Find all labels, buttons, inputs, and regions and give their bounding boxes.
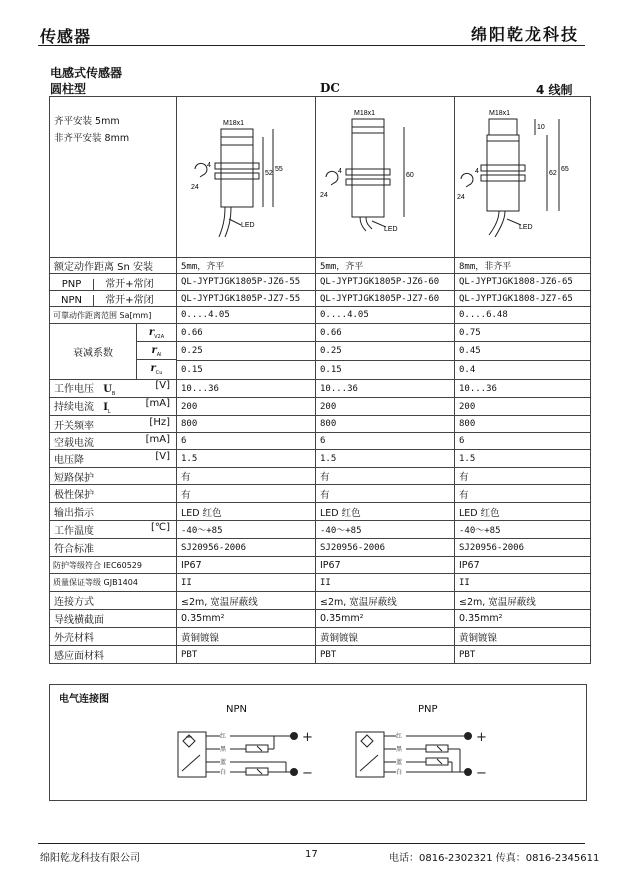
drawing-3-led: LED <box>519 224 533 231</box>
drawing-3-dim-b: 62 <box>549 170 557 177</box>
row-value: -40～+85 <box>177 521 316 539</box>
row-value: ≤2m, 宽温屏蔽线 <box>455 592 591 610</box>
row-value: 0....4.05 <box>316 307 455 324</box>
model-number: QL-JYPTJGK1805P-JZ6-60 <box>316 274 455 291</box>
row-short <box>50 468 591 485</box>
row-decay-1 <box>50 324 591 342</box>
row-label: 输出指示 <box>50 503 177 521</box>
row-value: 200 <box>316 398 455 416</box>
row-value: 0.4 <box>455 360 591 379</box>
model-number: QL-JYPTJGK1805P-JZ6-55 <box>177 274 316 291</box>
row-value: 800 <box>316 416 455 433</box>
row-value: 6 <box>316 433 455 450</box>
row-value: 200 <box>177 398 316 416</box>
row-value: 8mm，非齐平 <box>455 258 591 274</box>
drawing-cell-1 <box>177 97 316 258</box>
row-value: IP67 <box>177 557 316 574</box>
row-value: SJ20956-2006 <box>177 539 316 557</box>
row-value: SJ20956-2006 <box>316 539 455 557</box>
page-number: 17 <box>305 849 318 860</box>
row-temp <box>50 521 591 539</box>
row-value: II <box>455 574 591 592</box>
row-label: 感应面材料 <box>50 646 177 664</box>
drawing-1-dim-a: 52 <box>265 170 273 177</box>
row-label: 导线横截面 <box>50 610 177 628</box>
npn-plus: + <box>302 730 313 745</box>
drawing-1-pin: 4 <box>207 162 211 169</box>
npn-minus: − <box>302 766 313 781</box>
row-value: II <box>177 574 316 592</box>
row-value: 黄铜镀镍 <box>177 628 316 646</box>
row-value: 6 <box>455 433 591 450</box>
row-value: IP67 <box>316 557 455 574</box>
row-value: 0....6.48 <box>455 307 591 324</box>
row-wire <box>50 610 591 628</box>
drawing-3-thread: M18x1 <box>489 110 511 117</box>
row-value: 5mm，齐平 <box>177 258 316 274</box>
drawing-1-nut: 24 <box>191 184 199 191</box>
row-value: 有 <box>177 468 316 485</box>
row-value: 0.35mm² <box>455 610 591 628</box>
dc-label: DC <box>320 81 340 95</box>
row-quality <box>50 574 591 592</box>
sensor-drawing-55 <box>177 97 315 254</box>
row-value: 10...36 <box>177 380 316 398</box>
row-label: 开关频率 [Hz] <box>50 416 177 433</box>
drawing-1-led: LED <box>241 222 255 229</box>
npn-title: NPN <box>226 704 247 715</box>
mount-info <box>50 97 177 258</box>
drawing-row <box>50 97 591 258</box>
row-label: 极性保护 <box>50 485 177 503</box>
row-label: 工作电压 $U_B$ [V] <box>50 380 177 398</box>
row-value: 0.66 <box>316 324 455 342</box>
row-value: LED 红色 <box>316 503 455 521</box>
row-value: 800 <box>177 416 316 433</box>
pnp-plus: + <box>476 730 487 745</box>
electrical-title: 电气连接图 <box>59 694 109 705</box>
row-value: 0.15 <box>316 360 455 379</box>
drawing-3-pin: 4 <box>475 168 479 175</box>
spec-table <box>49 96 591 664</box>
row-value: 1.5 <box>316 450 455 468</box>
drawing-3-dim-a: 10 <box>537 124 545 131</box>
row-label: 空载电流 [mA] <box>50 433 177 450</box>
row-label: 质量保证等级 GJB1404 <box>50 574 177 592</box>
row-label <box>50 291 177 307</box>
footer-rule <box>38 843 585 844</box>
row-freq <box>50 416 591 433</box>
row-noload <box>50 433 591 450</box>
row-npn <box>50 291 591 307</box>
mount-flush: 齐平安装 5mm <box>54 116 120 127</box>
decay-label-cell <box>50 324 177 380</box>
row-label: 工作温度 [℃] <box>50 521 177 539</box>
row-value: 1.5 <box>177 450 316 468</box>
header-company: 绵阳乾龙科技 <box>470 25 579 44</box>
drawing-2-led: LED <box>384 226 398 233</box>
row-value: PBT <box>316 646 455 664</box>
pnp-minus: − <box>476 766 487 781</box>
mount-nonflush: 非齐平安装 8mm <box>54 133 130 144</box>
row-value: 0.25 <box>177 342 316 360</box>
output-type: PNP <box>50 279 94 290</box>
coef-al: $r_{Al}$ <box>137 342 176 360</box>
row-value: 0.35mm² <box>316 610 455 628</box>
drawing-2-pin: 4 <box>338 168 342 175</box>
row-label <box>50 274 177 291</box>
model-number: QL-JYPTJGK1805P-JZ7-60 <box>316 291 455 307</box>
drawing-cell-2 <box>316 97 455 258</box>
row-label: 持续电流 $I_L$ [mA] <box>50 398 177 416</box>
row-value: IP67 <box>455 557 591 574</box>
npn-wire-black: 黑 <box>220 746 227 753</box>
npn-wire-white: 白 <box>220 769 227 776</box>
row-value: PBT <box>177 646 316 664</box>
row-label: 外壳材料 <box>50 628 177 646</box>
contact-type: 常开+常闭 <box>105 295 154 306</box>
wiring-diagrams <box>50 685 586 800</box>
row-value: 0.15 <box>177 360 316 379</box>
row-value: LED 红色 <box>177 503 316 521</box>
row-label: 短路保护 <box>50 468 177 485</box>
row-label: 符合标准 <box>50 539 177 557</box>
row-label: 可靠动作距离范围 Sa[mm] <box>50 307 177 324</box>
row-connect <box>50 592 591 610</box>
row-value: 有 <box>455 468 591 485</box>
row-value: 200 <box>455 398 591 416</box>
pnp-wire-blue: 蓝 <box>396 759 403 766</box>
row-value: -40～+85 <box>455 521 591 539</box>
row-value: -40～+85 <box>316 521 455 539</box>
row-value: ≤2m, 宽温屏蔽线 <box>316 592 455 610</box>
footer-contact: 电话：0816-2302321 传真：0816-2345611 <box>389 853 600 864</box>
row-value: 0.25 <box>316 342 455 360</box>
row-value: SJ20956-2006 <box>455 539 591 557</box>
pnp-title: PNP <box>418 704 438 715</box>
row-value: 黄铜镀镍 <box>316 628 455 646</box>
row-value: II <box>316 574 455 592</box>
row-value: PBT <box>455 646 591 664</box>
row-value: 有 <box>177 485 316 503</box>
drawing-2-dim: 60 <box>406 172 414 179</box>
output-type: NPN <box>50 295 94 306</box>
row-value: 有 <box>455 485 591 503</box>
section-title: 电感式传感器 <box>50 66 123 80</box>
row-polarity <box>50 485 591 503</box>
row-sn <box>50 258 591 274</box>
sensor-drawing-60 <box>316 97 454 254</box>
row-value: 黄铜镀镍 <box>455 628 591 646</box>
row-pnp <box>50 274 591 291</box>
row-indicator <box>50 503 591 521</box>
drawing-2-nut: 24 <box>320 192 328 199</box>
row-value: 0.75 <box>455 324 591 342</box>
drawing-3-dim-c: 65 <box>561 166 569 173</box>
model-number: QL-JYPTJGK1805P-JZ7-55 <box>177 291 316 307</box>
row-housing <box>50 628 591 646</box>
contact-type: 常开+常闭 <box>105 278 154 290</box>
row-drop <box>50 450 591 468</box>
row-label: 电压降 [V] <box>50 450 177 468</box>
row-label: 连接方式 <box>50 592 177 610</box>
row-value: 0.66 <box>177 324 316 342</box>
row-label: 额定动作距离 Sn 安装 <box>50 258 177 274</box>
row-standard <box>50 539 591 557</box>
row-ip <box>50 557 591 574</box>
row-voltage <box>50 380 591 398</box>
electrical-diagram-box <box>49 684 587 801</box>
pnp-wire-red: 红 <box>396 733 403 740</box>
header-left-title: 传感器 <box>40 27 92 46</box>
row-value: 0.35mm² <box>177 610 316 628</box>
row-value: 6 <box>177 433 316 450</box>
row-value: 800 <box>455 416 591 433</box>
wire-count-label: 4 线制 <box>536 83 573 97</box>
sensor-drawing-65 <box>455 97 590 254</box>
drawing-2-thread: M18x1 <box>354 110 376 117</box>
pnp-wire-white: 白 <box>396 769 403 776</box>
row-value: 10...36 <box>316 380 455 398</box>
drawing-cell-3 <box>455 97 591 258</box>
coef-v2a: $r_{V2A}$ <box>137 324 176 342</box>
drawing-1-dim-b: 55 <box>275 166 283 173</box>
row-value: 有 <box>316 468 455 485</box>
row-value: 1.5 <box>455 450 591 468</box>
drawing-1-thread: M18x1 <box>223 120 245 127</box>
row-value: ≤2m, 宽温屏蔽线 <box>177 592 316 610</box>
drawing-3-nut: 24 <box>457 194 465 201</box>
row-current <box>50 398 591 416</box>
row-value: 0....4.05 <box>177 307 316 324</box>
row-sa <box>50 307 591 324</box>
model-number: QL-JYPTJGK1808-JZ7-65 <box>455 291 591 307</box>
pnp-wire-black: 黑 <box>396 746 403 753</box>
row-value: 10...36 <box>455 380 591 398</box>
model-number: QL-JYPTJGK1808-JZ6-65 <box>455 274 591 291</box>
row-label: 防护等级符合 IEC60529 <box>50 557 177 574</box>
row-value: 5mm，齐平 <box>316 258 455 274</box>
decay-label: 衰减系数 <box>73 348 113 359</box>
section-subtitle: 圆柱型 <box>50 82 87 96</box>
header-rule <box>38 45 585 46</box>
coef-cu: $r_{Cu}$ <box>150 363 163 376</box>
row-value: 有 <box>316 485 455 503</box>
row-face <box>50 646 591 664</box>
row-value: 0.45 <box>455 342 591 360</box>
row-value: LED 红色 <box>455 503 591 521</box>
footer-company: 绵阳乾龙科技有限公司 <box>40 853 140 864</box>
npn-wire-blue: 蓝 <box>220 759 227 766</box>
npn-wire-red: 红 <box>220 733 227 740</box>
